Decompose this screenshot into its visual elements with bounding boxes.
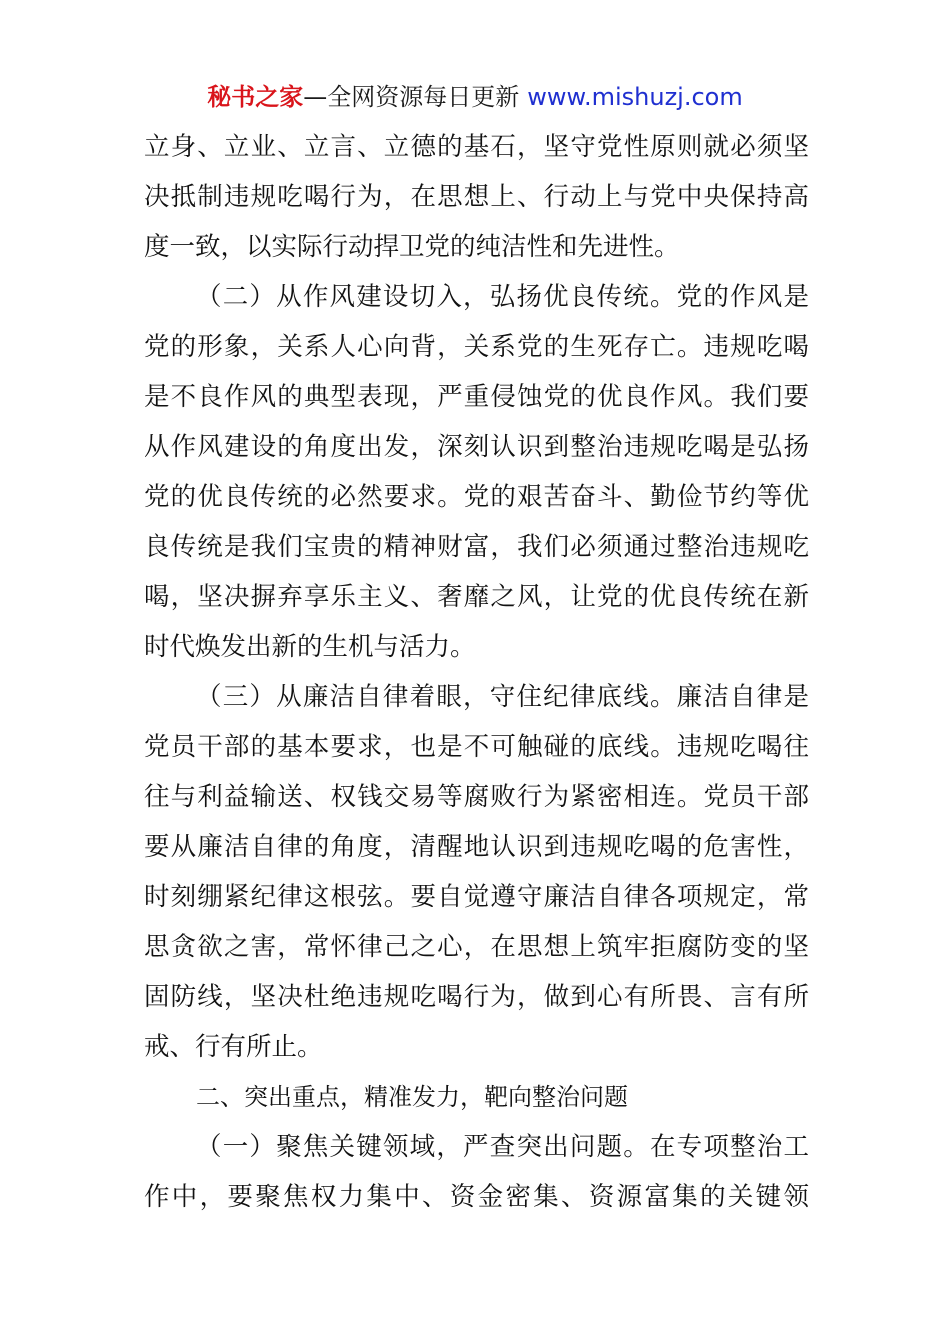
text-line: 时代焕发出新的生机与活力。 [144,632,476,662]
document-body [144,122,809,1222]
text-line: 时刻绷紧纪律这根弦。要自觉遵守廉洁自律各项规定，常 [144,882,809,912]
text-line: 固防线，坚决杜绝违规吃喝行为，做到心有所畏、言有所 [144,982,809,1012]
text-line: 是不良作风的典型表现，严重侵蚀党的优良作风。我们要 [144,382,809,412]
paragraph-start-line: （三）从廉洁自律着眼，守住纪律底线。廉洁自律是 [196,682,809,712]
text-line: 党的优良传统的必然要求。党的艰苦奋斗、勤俭节约等优 [144,482,809,512]
text-line: 立身、立业、立言、立德的基石，坚守党性原则就必须坚 [144,132,809,162]
site-url: www.mishuzj.com [527,83,743,111]
text-line: 度一致，以实际行动捍卫党的纯洁性和先进性。 [144,232,680,262]
text-line: 良传统是我们宝贵的精神财富，我们必须通过整治违规吃 [144,532,809,562]
site-brand: 秘书之家 [207,83,304,111]
text-line: 思贪欲之害，常怀律己之心，在思想上筑牢拒腐防变的坚 [144,932,809,962]
text-line: 党员干部的基本要求，也是不可触碰的底线。违规吃喝往 [144,732,809,762]
paragraph-start-line: （一）聚焦关键领域，严查突出问题。在专项整治工 [196,1132,809,1162]
text-line: 党的形象，关系人心向背，关系党的生死存亡。违规吃喝 [144,332,809,362]
paragraph-start-line: （二）从作风建设切入，弘扬优良传统。党的作风是 [196,282,809,312]
text-line: 喝，坚决摒弃享乐主义、奢靡之风，让党的优良传统在新 [144,582,809,612]
text-line: 往与利益输送、权钱交易等腐败行为紧密相连。党员干部 [144,782,809,812]
text-line: 要从廉洁自律的角度，清醒地认识到违规吃喝的危害性， [144,832,809,862]
site-tagline: —全网资源每日更新 [303,83,520,111]
text-line: 决抵制违规吃喝行为，在思想上、行动上与党中央保持高 [144,182,809,212]
text-line: 戒、行有所止。 [144,1032,323,1062]
text-line: 从作风建设的角度出发，深刻认识到整治违规吃喝是弘扬 [144,432,809,462]
site-header [0,82,950,112]
text-line: 作中，要聚焦权力集中、资金密集、资源富集的关键领 [144,1182,809,1212]
section-heading: 二、突出重点，精准发力，靶向整治问题 [196,1083,628,1111]
